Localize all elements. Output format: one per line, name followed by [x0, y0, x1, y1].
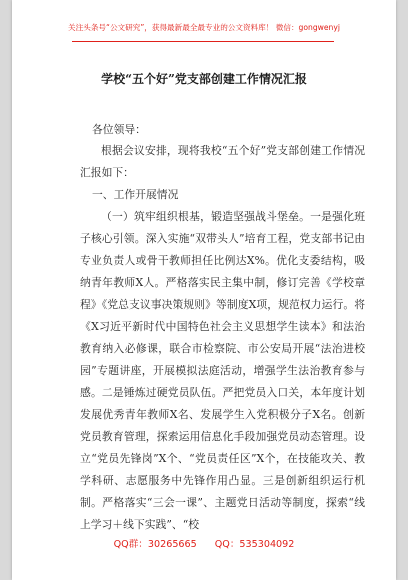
document-page: [12, 0, 396, 580]
section-heading: 一、工作开展情况: [92, 188, 179, 201]
footer-qq-group: QQ群：30265665: [113, 539, 197, 550]
salutation: 各位领导：: [92, 123, 146, 136]
intro-paragraph: 根据会议安排，现将我校“五个好”党支部创建工作情况汇报如下：: [80, 144, 365, 179]
main-paragraph: （一）筑牢组织根基，锻造坚强战斗堡垒。一是强化班子核心引领。深入实施“双带头人”培育工程，党支部书记由专业负责人或骨干教师担任比例达X%。优化支委结构，吸纳青年教师X人。严格落实民主集中制，修订完善《学校章程》《党总支议事决策规则》等制度X项，规范权力运行。将《X习近平新时代中国特色社会主义思想学生读本》和法治教育纳入必修课，联合市检察院、市公安局开展“法治进校园”专题讲座，开展模拟法庭活动，增强学生法治教育参与感。二是锤炼过硬党员队伍。严把党员入口关，本年度计划发展优秀青年教师X名、发展学生入党积极分子X名。创新党员教育管理，探索运用信息化手段加强党员动态管理。设立“党员先锋岗”X个、“党员责任区”X个，在技能攻关、教学科研、志愿服务中先锋作用凸显。三是创新组织运行机制。严格落实“三会一课”、主题党日活动等制度，探索“线上学习＋线下实践”、“校: [80, 210, 365, 531]
header-banner: 关注头条号“公文研究”，获得最新最全最专业的公文资料库！ 微信：gongwenyj: [68, 23, 340, 32]
document-title: 学校“五个好”党支部创建工作情况汇报: [101, 72, 307, 86]
header-divider: [72, 41, 334, 42]
footer-contact: [12, 536, 396, 550]
footer-qq: QQ：535304092: [214, 539, 295, 550]
